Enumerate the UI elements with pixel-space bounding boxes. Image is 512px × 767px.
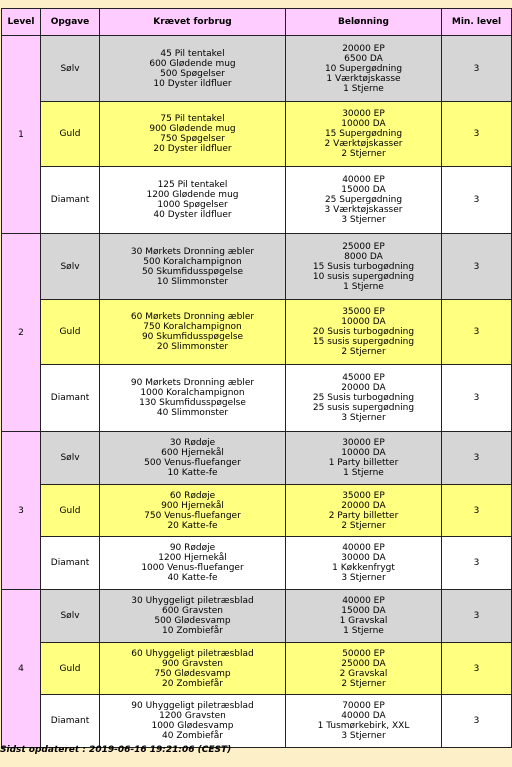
reward-line: 50000 EP (342, 648, 385, 659)
reward-line: 10000 DA (341, 317, 386, 327)
required-cell (100, 300, 286, 365)
required-line: 600 Gravsten (161, 606, 223, 616)
task-cell: Guld (41, 643, 100, 695)
reward-line: 25000 DA (341, 658, 386, 669)
reward-line: 3 Stjerner (341, 731, 386, 741)
min-level-cell: 3 (442, 102, 512, 167)
reward-line: 10000 DA (341, 448, 386, 458)
required-line: 1200 Gravsten (159, 711, 226, 721)
level-cell: 2 (2, 234, 41, 432)
min-level-cell: 3 (442, 365, 512, 432)
required-cell (100, 537, 286, 590)
required-line: 1000 Spøgelser (157, 200, 228, 210)
reward-line: 2 Party billetter (328, 510, 399, 521)
required-cell (100, 485, 286, 537)
required-line: 500 Glødesvamp (154, 616, 231, 626)
task-cell: Diamant (41, 537, 100, 590)
required-cell (100, 643, 286, 695)
required-line: 90 Skumfidusspøgelse (141, 332, 244, 342)
task-cell: Sølv (41, 590, 100, 643)
required-cell (100, 590, 286, 643)
reward-line: 45000 EP (342, 373, 385, 383)
reward-line: 1 Værktøjskasse (326, 73, 401, 84)
header-level: Level (2, 9, 41, 36)
reward-line: 8000 DA (344, 251, 383, 262)
required-line: 500 Venus-fluefanger (144, 458, 241, 468)
required-line: 30 Uhyggeligt piletræsblad (131, 596, 254, 606)
header-row (2, 9, 512, 36)
required-line: 1200 Glødende mug (146, 190, 239, 200)
required-line: 900 Gravsten (161, 658, 223, 669)
required-line: 750 Koralchampignon (143, 322, 242, 332)
table-row (2, 537, 512, 590)
reward-cell (286, 36, 442, 102)
required-line: 750 Spøgelser (160, 134, 225, 144)
table-row (2, 695, 512, 748)
required-line: 125 Pil tentakel (157, 180, 228, 190)
required-line: 900 Glødende mug (149, 124, 236, 134)
reward-line: 20000 DA (341, 500, 386, 511)
reward-cell (286, 432, 442, 485)
reward-line: 25000 EP (342, 241, 385, 252)
reward-line: 40000 EP (342, 175, 385, 185)
reward-cell (286, 485, 442, 537)
required-line: 60 Rødøje (169, 490, 216, 501)
required-line: 40 Slimmonster (156, 408, 229, 418)
reward-line: 15000 DA (341, 606, 386, 616)
required-line: 600 Glødende mug (149, 58, 236, 69)
required-line: 75 Pil tentakel (160, 114, 225, 124)
required-line: 20 Dyster ildfluer (153, 144, 232, 154)
reward-cell (286, 695, 442, 748)
min-level-cell: 3 (442, 300, 512, 365)
required-line: 50 Skumfidusspøgelse (141, 266, 244, 277)
task-cell: Diamant (41, 167, 100, 234)
reward-line: 10 Supergødning (324, 63, 403, 74)
reward-line: 3 Stjerner (341, 215, 386, 225)
min-level-cell: 3 (442, 234, 512, 300)
required-line: 40 Zombiefår (162, 731, 223, 741)
reward-line: 2 Gravskal (339, 668, 388, 679)
reward-line: 2 Stjerner (341, 149, 386, 159)
required-line: 10 Slimmonster (156, 276, 229, 287)
min-level-cell: 3 (442, 643, 512, 695)
table-row (2, 36, 512, 102)
required-cell (100, 432, 286, 485)
table-body (2, 36, 512, 748)
reward-line: 3 Stjerner (341, 573, 386, 583)
required-line: 20 Zombiefår (162, 678, 223, 689)
table-row (2, 300, 512, 365)
table-row (2, 590, 512, 643)
required-line: 1000 Venus-fluefanger (141, 563, 244, 573)
required-line: 1000 Glødesvamp (151, 721, 234, 731)
required-line: 60 Uhyggeligt piletræsblad (131, 648, 254, 659)
last-updated: Sidst opdateret : 2019-06-16 19:21:06 (CEST) (0, 745, 232, 755)
header-required: Krævet forbrug (100, 9, 286, 36)
reward-line: 10000 DA (341, 119, 386, 129)
reward-cell (286, 590, 442, 643)
required-line: 45 Pil tentakel (160, 48, 225, 59)
reward-line: 6500 DA (344, 53, 383, 64)
required-cell (100, 167, 286, 234)
reward-line: 1 Stjerne (343, 626, 384, 636)
required-cell (100, 234, 286, 300)
required-cell (100, 36, 286, 102)
min-level-cell: 3 (442, 590, 512, 643)
reward-line: 1 Stjerne (343, 281, 384, 292)
reward-line: 20000 DA (341, 383, 386, 393)
task-cell: Guld (41, 485, 100, 537)
reward-line: 1 Stjerne (343, 83, 384, 94)
required-cell (100, 365, 286, 432)
header-task: Opgave (41, 9, 100, 36)
reward-cell (286, 300, 442, 365)
task-cell: Sølv (41, 432, 100, 485)
reward-line: 3 Stjerner (341, 413, 386, 423)
required-line: 90 Rødøje (169, 543, 216, 553)
header-reward: Belønning (286, 9, 442, 36)
required-line: 20 Katte-fe (167, 520, 218, 531)
required-line: 40 Dyster ildfluer (153, 210, 232, 220)
required-line: 500 Spøgelser (160, 68, 225, 79)
required-line: 30 Mørkets Dronning æbler (130, 246, 255, 257)
table-row (2, 432, 512, 485)
table-row (2, 102, 512, 167)
reward-line: 1 Stjerne (343, 468, 384, 478)
task-cell: Guld (41, 300, 100, 365)
required-cell (100, 102, 286, 167)
reward-line: 15 Supergødning (324, 129, 403, 139)
min-level-cell: 3 (442, 537, 512, 590)
required-line: 90 Mørkets Dronning æbler (130, 378, 255, 388)
required-line: 500 Koralchampignon (143, 256, 242, 267)
quest-table (1, 8, 512, 748)
task-cell: Sølv (41, 234, 100, 300)
reward-line: 30000 EP (342, 109, 385, 119)
reward-line: 40000 EP (342, 543, 385, 553)
required-line: 10 Zombiefår (162, 626, 223, 636)
required-line: 30 Rødøje (169, 438, 216, 448)
table-row (2, 365, 512, 432)
reward-line: 1 Gravskal (339, 616, 388, 626)
reward-line: 1 Køkkenfrygt (332, 563, 395, 573)
min-level-cell: 3 (442, 36, 512, 102)
reward-line: 1 Tusmørkebirk, XXL (317, 721, 410, 731)
reward-line: 70000 EP (342, 701, 385, 711)
reward-line: 35000 EP (342, 490, 385, 501)
reward-line: 40000 DA (341, 711, 386, 721)
reward-cell (286, 365, 442, 432)
required-line: 750 Venus-fluefanger (144, 510, 241, 521)
required-line: 750 Glødesvamp (154, 668, 231, 679)
required-line: 10 Katte-fe (167, 468, 218, 478)
reward-cell (286, 102, 442, 167)
task-cell: Sølv (41, 36, 100, 102)
reward-line: 30000 EP (342, 438, 385, 448)
header-min-level: Min. level (442, 9, 512, 36)
reward-line: 2 Stjerner (341, 347, 386, 357)
required-line: 60 Mørkets Dronning æbler (130, 312, 255, 322)
reward-line: 30000 DA (341, 553, 386, 563)
task-cell: Guld (41, 102, 100, 167)
reward-line: 2 Stjerner (341, 520, 386, 531)
reward-line: 20000 EP (342, 43, 385, 54)
reward-line: 25 susis supergødning (312, 403, 415, 413)
reward-line: 25 Susis turbogødning (312, 393, 415, 403)
reward-line: 35000 EP (342, 307, 385, 317)
table-row (2, 643, 512, 695)
task-cell: Diamant (41, 695, 100, 748)
reward-line: 25 Supergødning (324, 195, 403, 205)
required-line: 20 Slimmonster (156, 342, 229, 352)
reward-line: 40000 EP (342, 596, 385, 606)
reward-line: 2 Værktøjskasser (324, 139, 403, 149)
level-cell: 3 (2, 432, 41, 590)
required-line: 1200 Hjernekål (158, 553, 227, 563)
level-cell: 4 (2, 590, 41, 748)
reward-cell (286, 167, 442, 234)
reward-line: 15 Susis turbogødning (312, 261, 415, 272)
required-cell (100, 695, 286, 748)
reward-line: 15000 DA (341, 185, 386, 195)
reward-line: 20 Susis turbogødning (312, 327, 415, 337)
required-line: 1000 Koralchampignon (140, 388, 245, 398)
required-line: 130 Skumfidusspøgelse (139, 398, 246, 408)
min-level-cell: 3 (442, 167, 512, 234)
reward-line: 10 susis supergødning (312, 271, 415, 282)
reward-cell (286, 537, 442, 590)
reward-cell (286, 643, 442, 695)
table-row (2, 234, 512, 300)
reward-line: 15 susis supergødning (312, 337, 415, 347)
required-line: 10 Dyster ildfluer (153, 78, 232, 89)
min-level-cell: 3 (442, 432, 512, 485)
reward-cell (286, 234, 442, 300)
min-level-cell: 3 (442, 485, 512, 537)
reward-line: 3 Værktøjskasser (324, 205, 403, 215)
required-line: 600 Hjernekål (161, 448, 224, 458)
required-line: 40 Katte-fe (167, 573, 218, 583)
level-cell: 1 (2, 36, 41, 234)
table-row (2, 485, 512, 537)
min-level-cell: 3 (442, 695, 512, 748)
reward-line: 2 Stjerner (341, 678, 386, 689)
required-line: 900 Hjernekål (161, 500, 224, 511)
table-row (2, 167, 512, 234)
required-line: 90 Uhyggeligt piletræsblad (131, 701, 254, 711)
task-cell: Diamant (41, 365, 100, 432)
reward-line: 1 Party billetter (328, 458, 399, 468)
